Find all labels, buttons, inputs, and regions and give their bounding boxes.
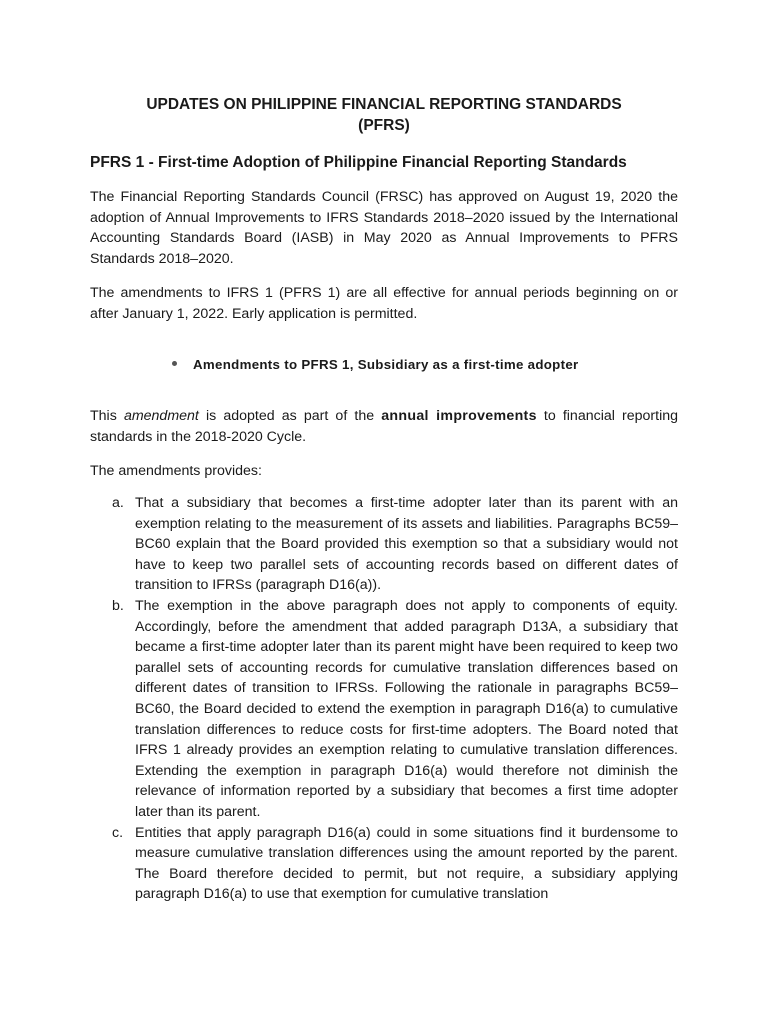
paragraph-text-segment: to financial reporting standards in the 2018-2020 Cycle. xyxy=(90,408,679,445)
paragraph-text-segment: This xyxy=(90,408,124,424)
title-line-1: UPDATES ON PHILIPPINE FINANCIAL REPORTING STANDARDS xyxy=(146,96,622,113)
list-marker: c. xyxy=(112,824,124,841)
section-heading: PFRS 1 - First-time Adoption of Philippine Financial Reporting Standards xyxy=(90,154,627,171)
paragraph-amendments-intro: The amendments provides: xyxy=(90,463,262,479)
paragraph-text-segment: is adopted as part of the xyxy=(198,408,382,424)
amendments-list xyxy=(90,493,678,905)
paragraph-effective-date: The amendments to IFRS 1 (PFRS 1) are all effective for annual periods beginning on or after January 1, 2022. Early application is permitted. xyxy=(90,285,678,322)
italic-term: amendment xyxy=(123,408,199,424)
list-item-text: The exemption in the above paragraph does not apply to components of equity. Accordingly, before the amendment that added paragraph D13A, a subsidiary that became a first-time adopter later than its parent might have been required to keep two parallel sets of accounting records for cumulative translation differences based on different dates of transition to IFRSs. Following the rationale in paragraphs BC59–BC60, the Board decided to extend the exemption in paragraph D16(a) to cumulative translation differences to reduce costs for first-time adopters. The Board noted that IFRS 1 already provides an exemption relating to cumulative translation differences. Extending the exemption in paragraph D16(a) would therefore not diminish the relevance of information reported by a subsidiary that becomes a first time adopter later than its parent. xyxy=(135,597,678,820)
paragraph-adoption-note xyxy=(90,406,678,447)
bullet-text: Amendments to PFRS 1, Subsidiary as a first-time adopter xyxy=(193,357,579,372)
list-marker: b. xyxy=(112,597,124,614)
list-item-text: That a subsidiary that becomes a first-time adopter later than its parent with an exemption relating to the measurement of its assets and liabilities. Paragraphs BC59–BC60 explain that the Board provided this exemption so that a subsidiary would not have to keep two parallel sets of accounting records based on different dates of transition to IFRSs (paragraph D16(a)). xyxy=(135,495,678,594)
list-item xyxy=(90,596,678,823)
list-item xyxy=(90,823,678,905)
bullet-icon xyxy=(172,361,177,366)
list-marker: a. xyxy=(112,495,124,511)
title-line-2: (PFRS) xyxy=(358,117,410,134)
bullet-item xyxy=(172,355,672,375)
paragraph-frsc-approval: The Financial Reporting Standards Council (FRSC) has approved on August 19, 2020 the adoption of Annual Improvements to IFRS Standards 2018–2020 issued by the International Accounting Standards Board (IASB) in May 2020 as Annual Improvements to PFRS Standards 2018–2020. xyxy=(90,189,678,267)
document-title xyxy=(90,94,678,136)
list-item xyxy=(90,493,678,596)
list-item-text: Entities that apply paragraph D16(a) could in some situations find it burdensome to measure cumulative translation differences using the amount reported by the parent. The Board therefore decided to permit, but not require, a subsidiary applying paragraph D16(a) to use that exemption for cumulative translation xyxy=(135,824,678,903)
bold-term: annual improvements xyxy=(381,408,537,424)
